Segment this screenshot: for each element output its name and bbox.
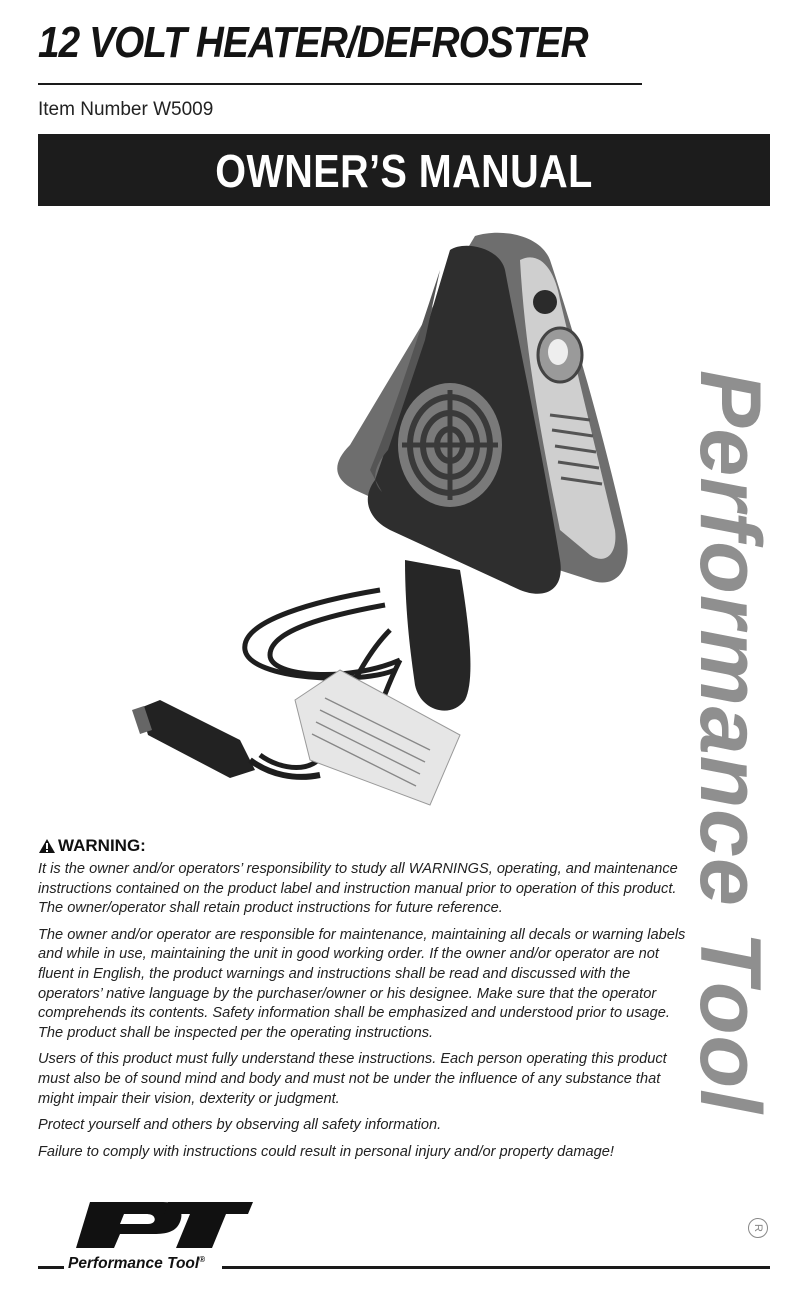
- title-rule: [38, 83, 642, 85]
- brand-vertical-text: Performance Tool: [682, 370, 778, 1114]
- registered-mark: R: [748, 1218, 768, 1238]
- warning-paragraph: The owner and/or operator are responsible for maintenance, maintaining all decals or warning labels and while in use, maintaining the unit in good working order. If the owner and/or operator are not fluent in English, the product warnings and instructions shall be read and discussed with the operators’ native language by the purchaser/owner or his designee. Make sure that the operator comprehends its contents. Safety information shall be emphasized and understood prior to usage. The product shall be inspected per the operating instructions.: [38, 926, 686, 1041]
- logo-rule: [38, 1266, 64, 1269]
- owners-manual-banner: [38, 134, 770, 206]
- warning-paragraph: It is the owner and/or operators’ responsibility to study all WARNINGS, operating, and maintenance instructions contained on the product label and instruction manual prior to operation of this product. The owner/operator shall retain product instructions for future reference.: [38, 861, 678, 917]
- warning-paragraph: Failure to comply with instructions could result in personal injury and/or property damage!: [38, 1143, 614, 1160]
- bottom-rule: [222, 1266, 770, 1269]
- warning-heading: [38, 836, 690, 856]
- warning-section: [38, 836, 690, 1169]
- owners-manual-banner-text: OWNER’S MANUAL: [215, 145, 593, 197]
- logo-name: [68, 1255, 205, 1273]
- fan-grille-icon: [398, 383, 502, 507]
- manual-title: 12 VOLT HEATER/DEFROSTER: [38, 18, 588, 67]
- logo-registered-mark: ®: [199, 1255, 206, 1264]
- heater-photo: [120, 230, 640, 820]
- pt-logo-icon: [68, 1200, 253, 1250]
- brand-vertical-wordmark: [682, 370, 778, 1230]
- warning-paragraph: Protect yourself and others by observing all safety information.: [38, 1117, 442, 1134]
- logo-name-text: Performance Tool: [68, 1255, 200, 1273]
- heater-knob: [533, 290, 557, 314]
- warning-heading-text: WARNING:: [58, 836, 146, 855]
- warning-triangle-icon: [38, 838, 56, 854]
- warning-paragraph: Users of this product must fully understand these instructions. Each person operating this product must also be of sound mind and body and must not be under the influence of any substance that might impair their vision, dexterity or judgment.: [38, 1051, 667, 1107]
- item-number: Item Number W5009: [38, 99, 214, 120]
- heater-handle: [405, 560, 470, 711]
